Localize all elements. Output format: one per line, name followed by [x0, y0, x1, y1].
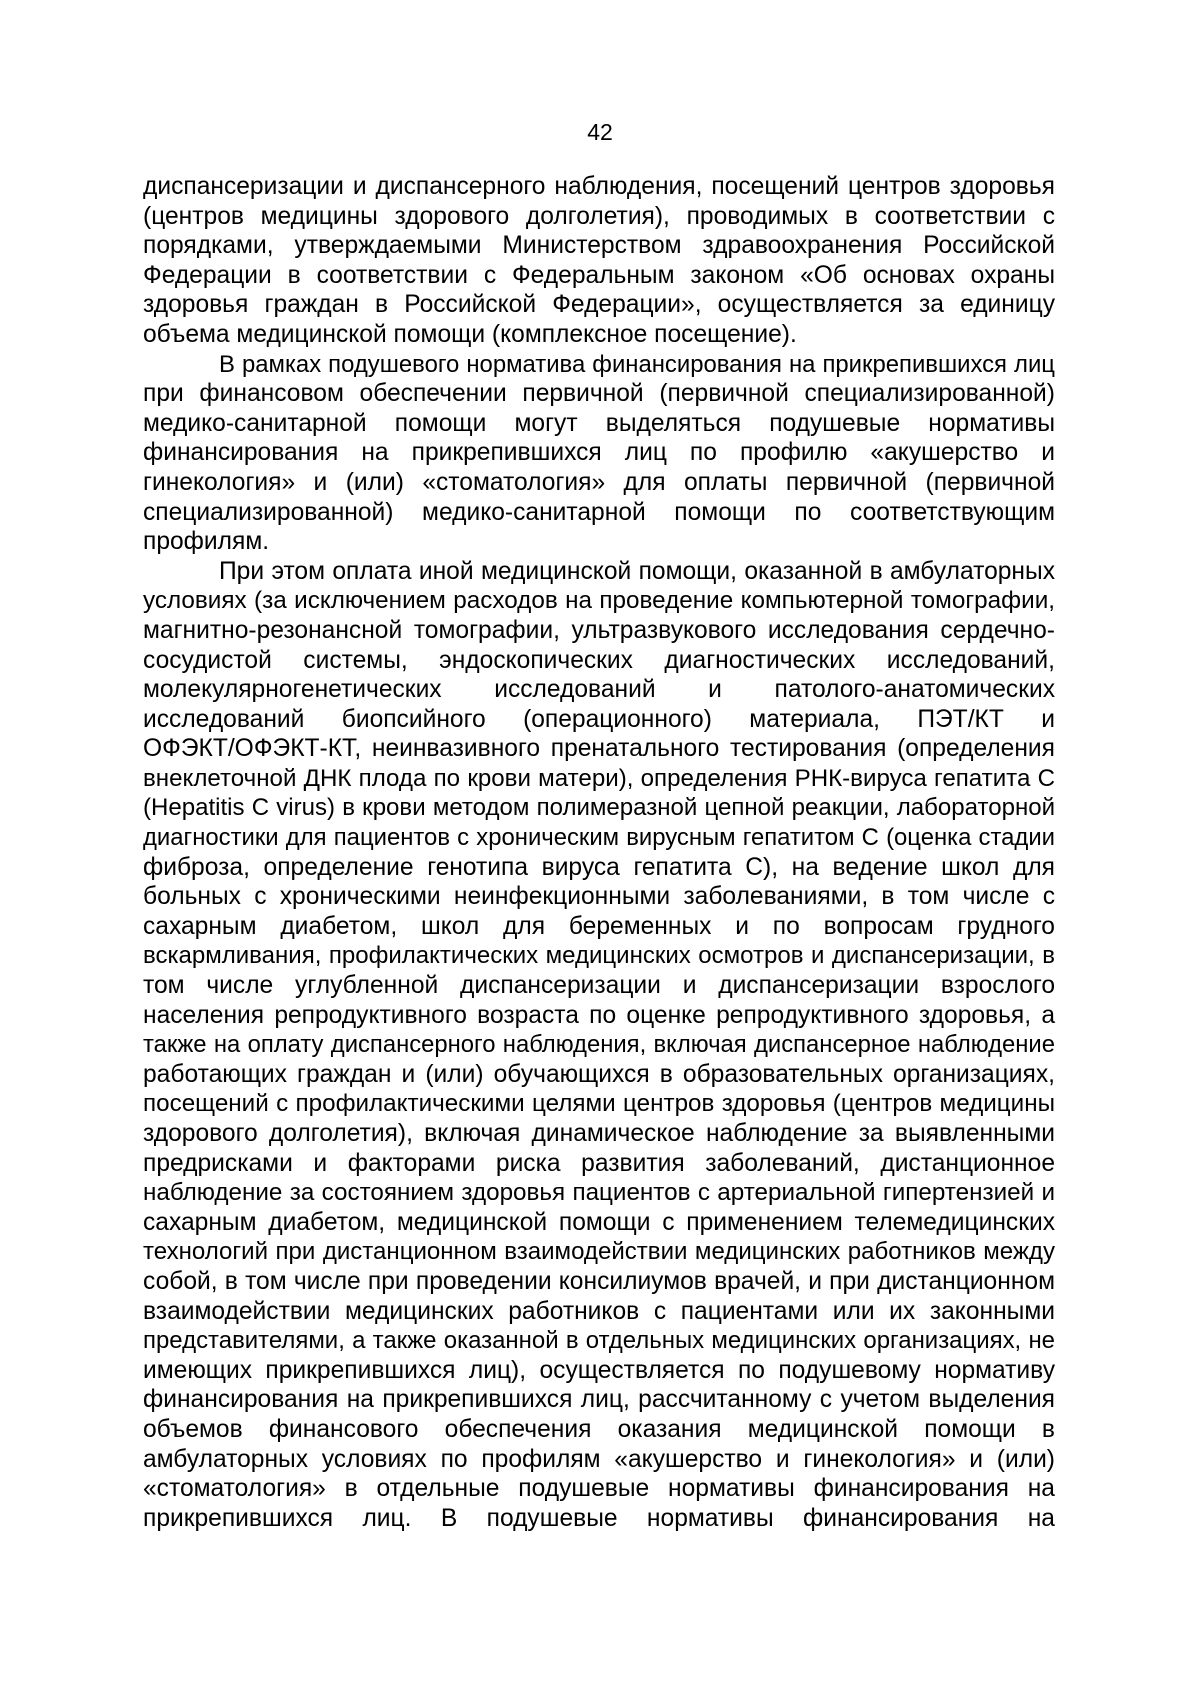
- paragraph-2: [143, 350, 1055, 557]
- text-line: также на оплату диспансерного наблюдения, включая диспансерное наблюдение: [143, 1031, 1055, 1059]
- text-line: собой, в том числе при проведении консилиумов врачей, и при дистанционном: [143, 1267, 1055, 1295]
- text-line: фиброза, определение генотипа вируса гепатита С), на ведение школ для: [143, 853, 1055, 881]
- text-line: молекулярногенетических исследований и патолого-анатомических: [143, 676, 1055, 704]
- text-line: представителями, а также оказанной в отдельных медицинских организациях, не: [143, 1327, 1055, 1355]
- text-line: объема медицинской помощи (комплексное посещение).: [143, 320, 797, 348]
- text-line: технологий при дистанционном взаимодействии медицинских работников между: [143, 1238, 1055, 1266]
- text-line: прикрепившихся лиц. В подушевые нормативы финансирования на: [143, 1504, 1055, 1532]
- text-line: гинекология» и (или) «стоматология» для оплаты первичной (первичной: [143, 468, 1055, 496]
- text-line: больных с хроническими неинфекционными заболеваниями, в том числе с: [143, 883, 1055, 911]
- paragraph-3: [143, 557, 1055, 1534]
- document-body: [143, 172, 1055, 1533]
- text-line: вскармливания, профилактических медицинских осмотров и диспансеризации, в: [143, 942, 1055, 970]
- text-line: условиях (за исключением расходов на проведение компьютерной томографии,: [143, 587, 1055, 615]
- text-line: сосудистой системы, эндоскопических диагностических исследований,: [143, 646, 1055, 674]
- text-line: имеющих прикрепившихся лиц), осуществляется по подушевому нормативу: [143, 1356, 1055, 1384]
- paragraph-1: [143, 172, 1055, 350]
- text-line: здорового долголетия), включая динамическое наблюдение за выявленными: [143, 1120, 1055, 1147]
- text-line: взаимодействии медицинских работников с пациентами или их законными: [143, 1297, 1055, 1325]
- text-line: наблюдение за состоянием здоровья пациентов с артериальной гипертензией и: [143, 1179, 1055, 1207]
- text-line: ОФЭКТ/ОФЭКТ-КТ, неинвазивного пренатального тестирования (определения: [143, 735, 1055, 763]
- text-line: исследований биопсийного (операционного) материала, ПЭТ/КТ и: [143, 705, 1055, 733]
- text-line: специализированной) медико-санитарной помощи по соответствующим: [143, 498, 1055, 526]
- text-line: предрисками и факторами риска развития заболеваний, дистанционное: [143, 1149, 1055, 1177]
- text-line: финансирования на прикрепившихся лиц по профилю «акушерство и: [143, 439, 1055, 467]
- text-line: При этом оплата иной медицинской помощи, оказанной в амбулаторных: [219, 557, 1055, 585]
- text-line: порядками, утверждаемыми Министерством здравоохранения Российской: [143, 232, 1055, 260]
- text-line: сахарным диабетом, медицинской помощи с применением телемедицинских: [143, 1208, 1055, 1236]
- text-line: диспансеризации и диспансерного наблюдения, посещений центров здоровья: [143, 173, 1055, 200]
- text-line: при финансовом обеспечении первичной (первичной специализированной): [143, 380, 1055, 408]
- text-line: профилям.: [143, 528, 270, 556]
- text-line: медико-санитарной помощи могут выделяться подушевые нормативы: [143, 409, 1055, 437]
- text-line: работающих граждан и (или) обучающихся в образовательных организациях,: [143, 1060, 1055, 1088]
- text-line: магнитно-резонансной томографии, ультразвукового исследования сердечно-: [143, 616, 1055, 644]
- text-line: посещений с профилактическими целями центров здоровья (центров медицины: [143, 1090, 1055, 1118]
- text-line: Федерации в соответствии с Федеральным законом «Об основах охраны: [143, 261, 1055, 289]
- text-line: В рамках подушевого норматива финансирования на прикрепившихся лиц: [219, 350, 1055, 378]
- text-line: (Hepatitis С virus) в крови методом полимеразной цепной реакции, лабораторной: [143, 794, 1055, 822]
- text-line: финансирования на прикрепившихся лиц, рассчитанному с учетом выделения: [143, 1386, 1055, 1414]
- text-line: здоровья граждан в Российской Федерации», осуществляется за единицу: [143, 291, 1055, 319]
- text-line: населения репродуктивного возраста по оценке репродуктивного здоровья, а: [143, 1001, 1055, 1029]
- text-line: амбулаторных условиях по профилям «акушерство и гинекология» и (или): [143, 1445, 1055, 1473]
- page-number: 42: [587, 119, 613, 145]
- text-line: внеклеточной ДНК плода по крови матери), определения РНК-вируса гепатита С: [143, 764, 1055, 792]
- text-line: «стоматология» в отдельные подушевые нормативы финансирования на: [143, 1475, 1055, 1503]
- text-line: сахарным диабетом, школ для беременных и по вопросам грудного: [143, 912, 1055, 940]
- text-line: (центров медицины здорового долголетия), проводимых в соответствии с: [143, 202, 1055, 230]
- text-line: том числе углубленной диспансеризации и диспансеризации взрослого: [143, 972, 1055, 1000]
- text-line: объемов финансового обеспечения оказания медицинской помощи в: [143, 1415, 1055, 1443]
- text-line: диагностики для пациентов с хроническим вирусным гепатитом С (оценка стадии: [143, 824, 1055, 852]
